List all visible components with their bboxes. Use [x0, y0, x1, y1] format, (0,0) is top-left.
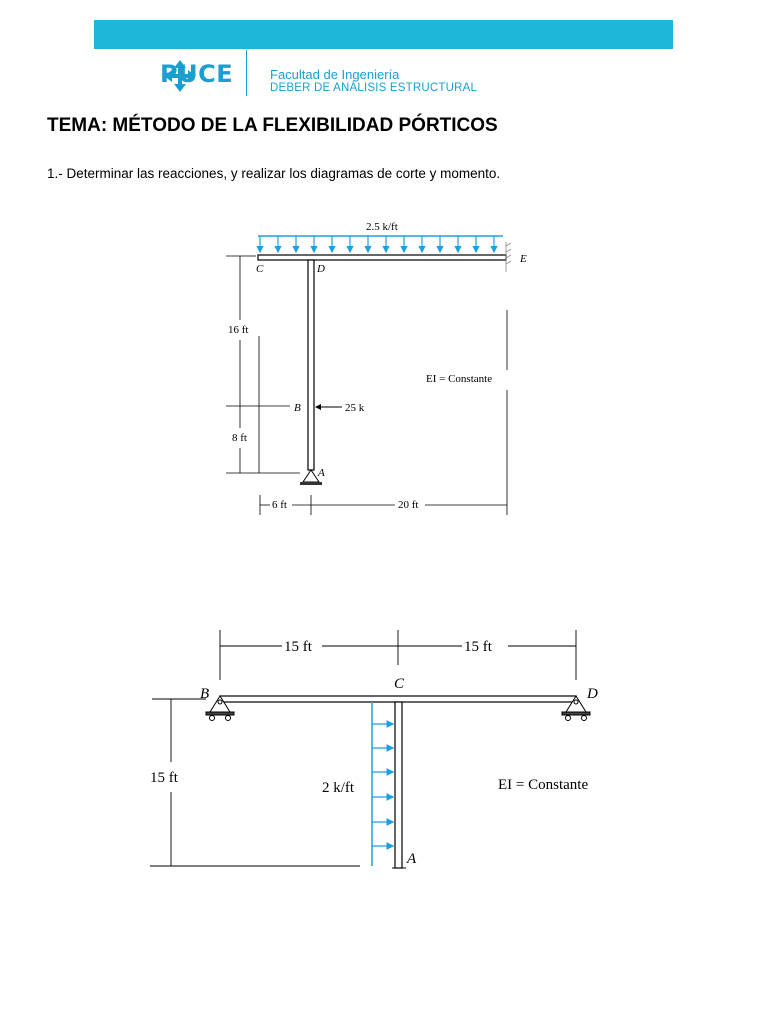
dim-8ft: 8 ft	[232, 432, 247, 444]
node-d-label: D	[317, 263, 325, 275]
problem-statement: 1.- Determinar las reacciones, y realizar los diagramas de corte y momento.	[47, 166, 501, 181]
dim-right-15ft: 15 ft	[464, 639, 492, 655]
node-e-label: E	[520, 253, 527, 265]
node-a2-label: A	[407, 851, 417, 867]
load-label: 2.5 k/ft	[366, 221, 398, 233]
ei-label-1: EI = Constante	[426, 373, 493, 385]
dim-height-15ft: 15 ft	[150, 770, 178, 786]
point-load-label: 25 k	[345, 402, 365, 414]
ei-label-2: EI = Constante	[498, 777, 589, 793]
dim-6ft: 6 ft	[272, 499, 287, 511]
node-b2-label: B	[200, 686, 210, 702]
column-load-arrows	[372, 724, 393, 846]
dim-20ft: 20 ft	[398, 499, 419, 511]
node-a-label: A	[318, 467, 325, 479]
dim-16ft: 16 ft	[228, 324, 249, 336]
node-c2-label: C	[394, 676, 405, 692]
faculty-name: Facultad de Ingeniería	[270, 67, 400, 82]
dim-left-15ft: 15 ft	[284, 639, 312, 655]
page-title: TEMA: MÉTODO DE LA FLEXIBILIDAD PÓRTICOS	[47, 115, 498, 136]
course-name: DEBER DE ANÁLISIS ESTRUCTURAL	[270, 82, 478, 94]
node-d2-label: D	[587, 686, 598, 702]
brand-name: PUCE	[160, 60, 234, 88]
node-b-label: B	[294, 402, 301, 414]
node-c-label: C	[256, 263, 264, 275]
column-load-label: 2 k/ft	[322, 780, 355, 796]
